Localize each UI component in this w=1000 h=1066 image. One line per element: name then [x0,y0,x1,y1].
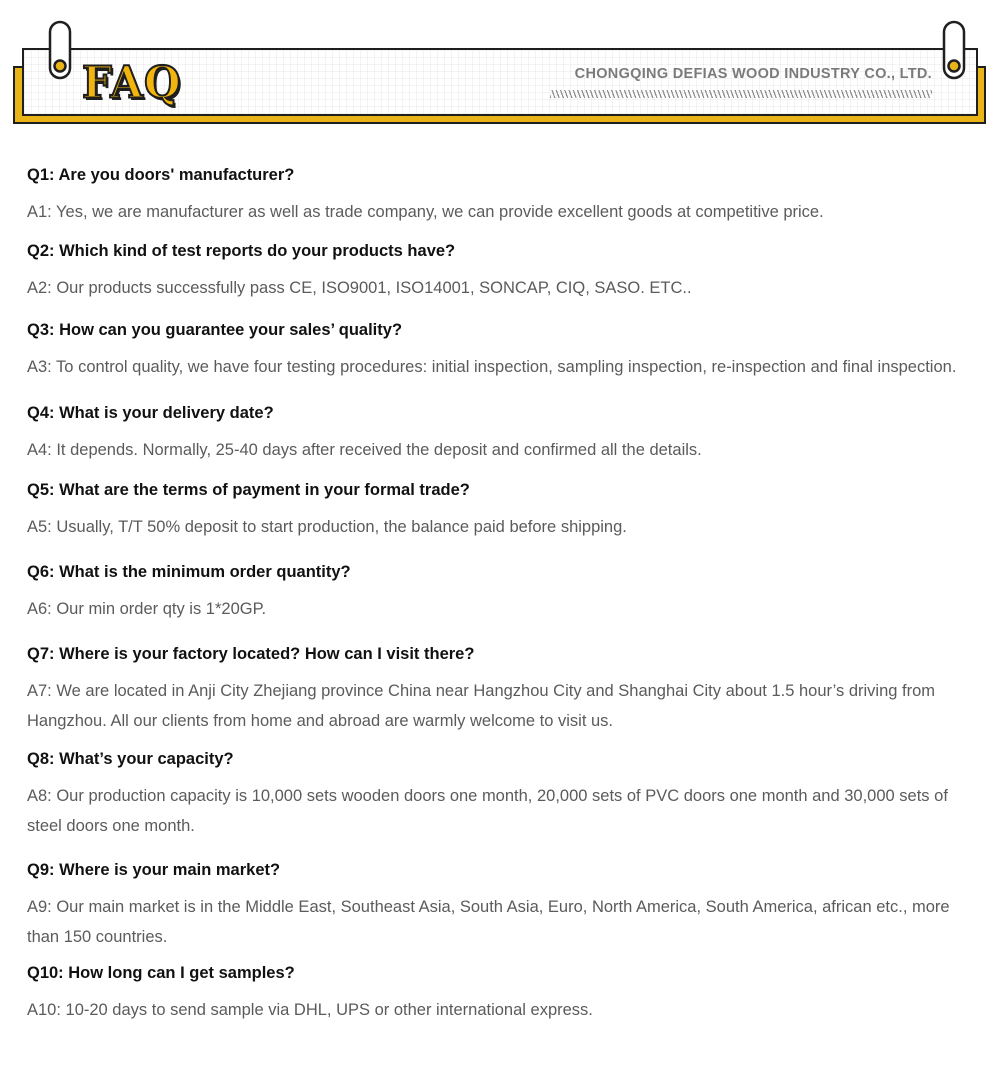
faq-item [27,402,967,465]
faq-question: Q9: Where is your main market? [27,861,281,879]
decorative-hatch-line [550,90,932,98]
faq-question: Q6: What is the minimum order quantity? [27,563,351,581]
faq-question: Q5: What are the terms of payment in your formal trade? [27,481,470,499]
faq-answer: A2: Our products successfully pass CE, ISO9001, ISO14001, SONCAP, CIQ, SASO. ETC.. [27,279,692,297]
faq-item [27,319,967,382]
faq-item [27,962,967,1025]
faq-answer: A8: Our production capacity is 10,000 sets wooden doors one month, 20,000 sets of PVC doors one month and 30,000 sets of steel doors one month. [27,787,948,835]
right-paperclip-icon [940,20,968,82]
faq-item [27,479,967,542]
faq-item [27,240,967,303]
faq-question: Q3: How can you guarantee your sales’ quality? [27,321,403,339]
left-paperclip-icon [46,20,74,82]
faq-answer: A3: To control quality, we have four testing procedures: initial inspection, sampling inspection, re-inspection and final inspection. [27,358,957,376]
faq-answer: A4: It depends. Normally, 25-40 days after received the deposit and confirmed all the details. [27,441,702,459]
company-name: CHONGQING DEFIAS WOOD INDUSTRY CO., LTD. [574,66,932,82]
faq-question: Q10: How long can I get samples? [27,964,295,982]
faq-question: Q8: What’s your capacity? [27,750,234,768]
faq-question: Q7: Where is your factory located? How can I visit there? [27,645,475,663]
faq-item [27,859,967,952]
faq-question: Q4: What is your delivery date? [27,404,274,422]
faq-item [27,748,967,841]
faq-item [27,643,967,736]
faq-banner [0,0,1000,140]
faq-answer: A6: Our min order qty is 1*20GP. [27,600,267,618]
faq-answer: A10: 10-20 days to send sample via DHL, UPS or other international express. [27,1001,593,1019]
faq-item [27,164,967,227]
faq-question: Q2: Which kind of test reports do your products have? [27,242,456,260]
faq-answer: A5: Usually, T/T 50% deposit to start production, the balance paid before shipping. [27,518,627,536]
faq-logo: FAQ [82,56,182,109]
faq-item [27,561,967,624]
faq-question: Q1: Are you doors' manufacturer? [27,166,295,184]
faq-list [27,164,967,1025]
faq-answer: A9: Our main market is in the Middle East, Southeast Asia, South Asia, Euro, North America, South America, african etc., more than 150 countries. [27,898,950,946]
faq-answer: A7: We are located in Anji City Zhejiang province China near Hangzhou City and Shanghai City about 1.5 hour’s driving from Hangzhou. All our clients from home and abroad are warmly welcome to visit us. [27,682,936,730]
faq-answer: A1: Yes, we are manufacturer as well as trade company, we can provide excellent goods at competitive price. [27,203,824,221]
